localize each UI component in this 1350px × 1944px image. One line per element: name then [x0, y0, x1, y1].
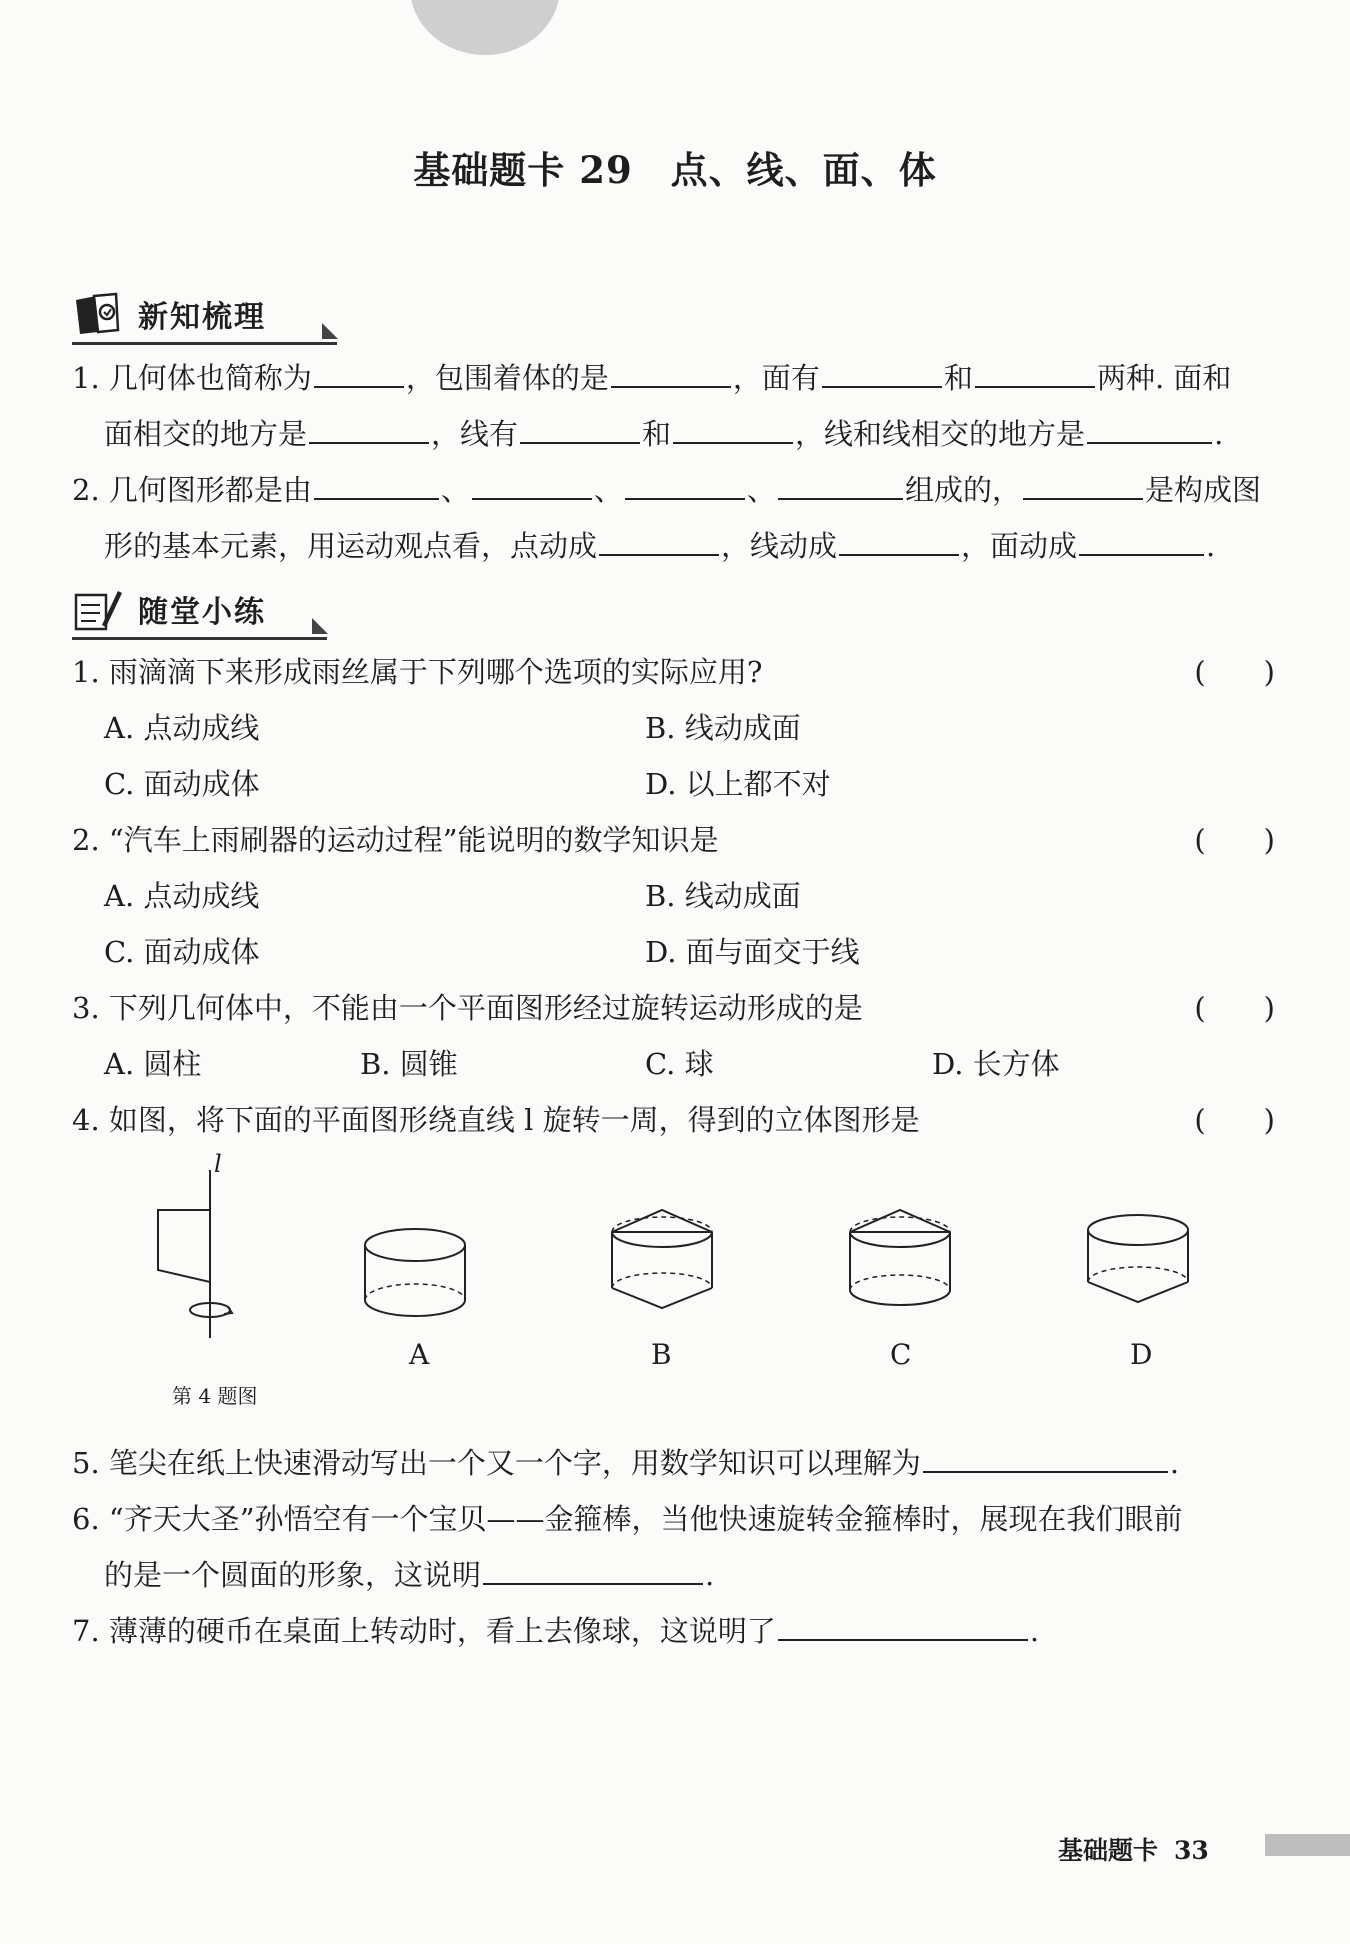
option[interactable]: D. 以上都不对 — [645, 767, 831, 801]
figure-label-a: A — [409, 1338, 430, 1371]
blank[interactable] — [673, 416, 793, 444]
shape-a-cylinder — [365, 1229, 465, 1316]
shape-d — [1088, 1215, 1188, 1302]
practice-q3: 3. 下列几何体中，不能由一个平面图形经过旋转运动形成的是 — [72, 991, 863, 1025]
blank[interactable] — [483, 1557, 703, 1585]
shape-b — [612, 1210, 712, 1308]
page-number: 33 — [1174, 1836, 1209, 1865]
section-triangle-icon — [322, 323, 338, 339]
blank[interactable] — [314, 360, 404, 388]
blank[interactable] — [778, 472, 903, 500]
blank[interactable] — [839, 528, 959, 556]
option[interactable]: C. 面动成体 — [104, 767, 260, 801]
practice-q7: 7. 薄薄的硬币在桌面上转动时，看上去像球，这说明了 . — [72, 1614, 1040, 1648]
blank[interactable] — [1079, 528, 1204, 556]
option[interactable]: D. 面与面交于线 — [645, 935, 860, 969]
practice-q6-line1: 6. “齐天大圣”孙悟空有一个宝贝——金箍棒，当他快速旋转金箍棒时，展现在我们眼前 — [72, 1502, 1183, 1536]
blank[interactable] — [1087, 416, 1212, 444]
page-footer — [1058, 1831, 1209, 1867]
practice-q4: 4. 如图，将下面的平面图形绕直线 l 旋转一周，得到的立体图形是 — [72, 1103, 920, 1137]
answer-paren[interactable]: ( ) — [1194, 1103, 1275, 1137]
option[interactable]: C. 球 — [645, 1047, 714, 1081]
figure-label-d: D — [1130, 1338, 1153, 1371]
option[interactable]: A. 点动成线 — [104, 879, 260, 913]
blank[interactable] — [599, 528, 719, 556]
q4-figure — [140, 1150, 1200, 1360]
blank[interactable] — [520, 416, 640, 444]
section-title: 新知梳理 — [138, 300, 266, 335]
blank[interactable] — [314, 472, 439, 500]
section-underline — [72, 342, 337, 345]
option[interactable]: D. 长方体 — [932, 1047, 1060, 1081]
section-header-practice — [72, 580, 327, 638]
option[interactable]: C. 面动成体 — [104, 935, 260, 969]
blank[interactable] — [1023, 472, 1143, 500]
section-underline — [72, 637, 327, 640]
knowledge-q1-line1: 1. 几何体也简称为 ，包围着体的是 ，面有 和 两种. 面和 — [72, 361, 1232, 395]
footer-label: 基础题卡 — [1058, 1836, 1159, 1865]
shape-c — [850, 1210, 950, 1305]
figure-label-b: B — [651, 1338, 672, 1371]
practice-q6-line2: 的是一个圆面的形象，这说明 . — [104, 1558, 715, 1592]
notebook-icon — [72, 290, 124, 338]
knowledge-q2-line1: 2. 几何图形都是由 、 、 、 组成的， 是构成图 — [72, 473, 1261, 507]
source-shape — [158, 1170, 232, 1338]
axis-label: l — [214, 1150, 222, 1178]
pen-notebook-icon — [72, 585, 124, 633]
blank[interactable] — [625, 472, 745, 500]
practice-q2: 2. “汽车上雨刷器的运动过程”能说明的数学知识是 — [72, 823, 719, 857]
section-triangle-icon — [312, 618, 328, 634]
blank[interactable] — [472, 472, 592, 500]
page-title: 基础题卡 29 点、线、面、体 — [413, 148, 937, 192]
answer-paren[interactable]: ( ) — [1194, 655, 1275, 689]
blank[interactable] — [309, 416, 429, 444]
option[interactable]: A. 圆柱 — [104, 1047, 202, 1081]
figure-caption: 第 4 题图 — [172, 1384, 258, 1408]
option[interactable]: B. 线动成面 — [645, 879, 801, 913]
knowledge-q1-line2: 面相交的地方是 ，线有 和 ，线和线相交的地方是 . — [104, 417, 1224, 451]
practice-q5: 5. 笔尖在纸上快速滑动写出一个又一个字，用数学知识可以理解为 . — [72, 1446, 1180, 1480]
top-tab-decoration — [410, 0, 560, 55]
knowledge-q2-line2: 形的基本元素，用运动观点看，点动成 ，线动成 ，面动成 . — [104, 529, 1216, 563]
section-header-new-knowledge — [72, 285, 337, 343]
blank[interactable] — [822, 360, 942, 388]
blank[interactable] — [923, 1445, 1168, 1473]
answer-paren[interactable]: ( ) — [1194, 823, 1275, 857]
blank[interactable] — [778, 1613, 1028, 1641]
practice-q1: 1. 雨滴滴下来形成雨丝属于下列哪个选项的实际应用? — [72, 655, 763, 689]
option[interactable]: B. 圆锥 — [360, 1047, 458, 1081]
blank[interactable] — [975, 360, 1095, 388]
option[interactable]: A. 点动成线 — [104, 711, 260, 745]
section-title: 随堂小练 — [138, 595, 266, 630]
footer-bar — [1265, 1834, 1350, 1856]
answer-paren[interactable]: ( ) — [1194, 991, 1275, 1025]
blank[interactable] — [611, 360, 731, 388]
option[interactable]: B. 线动成面 — [645, 711, 801, 745]
figure-label-c: C — [890, 1338, 912, 1371]
